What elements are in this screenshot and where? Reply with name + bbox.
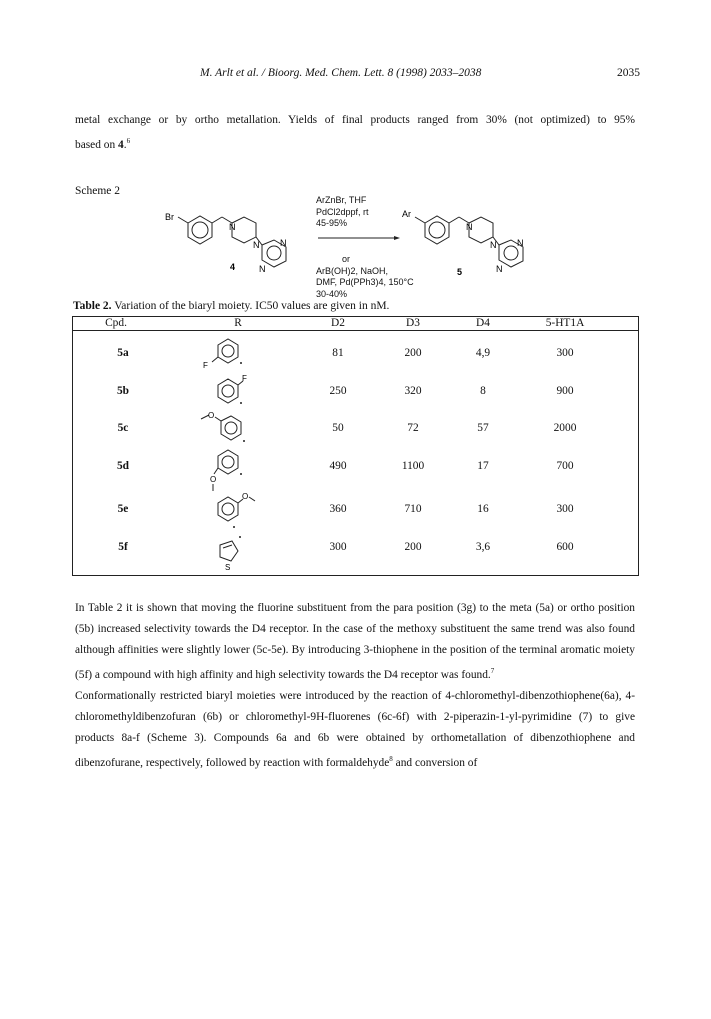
paragraph-2-end: and conversion of bbox=[392, 756, 478, 769]
n-label: N bbox=[490, 240, 497, 250]
intro-line-2 bbox=[75, 131, 635, 156]
substituent-structure-icon bbox=[198, 531, 258, 575]
d2-cell: 81 bbox=[332, 347, 344, 359]
5ht1a-cell: 2000 bbox=[553, 422, 577, 434]
d2-cell: 50 bbox=[332, 422, 344, 434]
d3-cell: 72 bbox=[407, 422, 419, 434]
reference-superscript: 6 bbox=[126, 137, 131, 145]
table-caption-label: Table 2. bbox=[73, 300, 112, 312]
substituent-structure-icon bbox=[193, 409, 258, 449]
reagent-line: PdCl2dppf, rt bbox=[316, 206, 369, 217]
reagent-or: or bbox=[342, 254, 351, 264]
n-label: N bbox=[496, 264, 503, 274]
5ht1a-cell: 900 bbox=[556, 385, 574, 397]
col-header-5ht1a: 5-HT1A bbox=[545, 317, 585, 329]
bromine-label: Br bbox=[165, 212, 174, 222]
d2-cell: 490 bbox=[329, 460, 347, 472]
d4-cell: 16 bbox=[477, 503, 489, 515]
journal-citation: M. Arlt et al. / Bioorg. Med. Chem. Lett. 8 (1998) 2033–2038 bbox=[200, 67, 482, 79]
d3-cell: 200 bbox=[404, 347, 422, 359]
reagent-line: ArB(OH)2, NaOH, bbox=[316, 265, 389, 276]
col-header-d2: D2 bbox=[331, 317, 345, 329]
d2-cell: 250 bbox=[329, 385, 347, 397]
intro-line-1: metal exchange or by ortho metallation. Yields of final products ranged from 30% (not optimized) to 95% bbox=[75, 114, 635, 126]
cpd-cell: 5d bbox=[116, 460, 130, 472]
arrow-head-icon bbox=[394, 236, 400, 240]
substituent-structure-icon bbox=[198, 448, 258, 493]
n-label: N bbox=[259, 264, 266, 274]
scheme-label: Scheme 2 bbox=[75, 185, 121, 197]
page-number: 2035 bbox=[617, 67, 640, 79]
n-label: N bbox=[280, 238, 287, 248]
d2-cell: 300 bbox=[329, 541, 347, 553]
paragraph-2-text: Conformationally restricted biaryl moieties were introduced by the reaction of 4-chloromethyl-dibenzothiophene(6a), 4-chloromethyldibenzofuran (6b) or chloromethyl-9H-fluorenes (6c-6f) with 2-piperazin-1-yl-pyrimidine (7) to give products 8a-f (Scheme 3). Compounds 6a and 6b were obtained by orthometallation of dibenzothiophene and dibenzofurane, respectively, followed by reaction with formaldehyde bbox=[75, 689, 635, 769]
substituent-atom-label: O bbox=[242, 492, 249, 501]
reagents-bottom bbox=[316, 254, 414, 300]
n-label: N bbox=[466, 222, 473, 232]
d4-cell: 3,6 bbox=[475, 541, 491, 553]
d3-cell: 200 bbox=[404, 541, 422, 553]
cpd-cell: 5c bbox=[117, 422, 129, 434]
col-header-d3: D3 bbox=[406, 317, 420, 329]
substituent-atom-label: F bbox=[242, 374, 247, 383]
5ht1a-cell: 600 bbox=[556, 541, 574, 553]
d3-cell: 710 bbox=[404, 503, 422, 515]
reference-superscript: 7 bbox=[490, 667, 495, 675]
substituent-atom-label: S bbox=[225, 563, 231, 572]
paragraph-2 bbox=[75, 686, 635, 774]
substituent-structure-icon bbox=[198, 373, 258, 413]
cpd-cell: 5f bbox=[118, 541, 128, 553]
reagent-line: 45-95% bbox=[316, 218, 348, 228]
5ht1a-cell: 700 bbox=[556, 460, 574, 472]
d4-cell: 17 bbox=[477, 460, 489, 472]
reference-superscript: 8 bbox=[389, 754, 393, 763]
d3-cell: 1100 bbox=[401, 460, 425, 472]
col-header-r: R bbox=[234, 317, 242, 329]
d3-cell: 320 bbox=[404, 385, 422, 397]
reagent-line: DMF, Pd(PPh3)4, 150°C bbox=[316, 277, 414, 287]
paragraph-1 bbox=[75, 598, 635, 686]
n-label: N bbox=[229, 222, 236, 232]
5ht1a-cell: 300 bbox=[556, 503, 574, 515]
d4-cell: 57 bbox=[477, 422, 489, 434]
substituent-structure-icon bbox=[198, 491, 263, 533]
paragraph-1-text: In Table 2 it is shown that moving the fluorine substituent from the para position (3g) to the meta (5a) or ortho position (5b) increased selectivity towards the D4 receptor. In the case of the methoxy substituent the same trend was also found although affinities were slightly lower (5c-5e). By introducing 3-thiophene in the position of the terminal aromatic moiety (5f) a compound with high affinity and high selectivity towards the D4 receptor was found. bbox=[75, 602, 635, 681]
cpd-cell: 5a bbox=[117, 347, 129, 359]
d2-cell: 360 bbox=[329, 503, 347, 515]
table-caption bbox=[73, 300, 389, 312]
header-rule bbox=[73, 330, 638, 331]
n-label: N bbox=[517, 238, 524, 248]
cpd-cell: 5b bbox=[116, 385, 130, 397]
cpd-cell: 5e bbox=[117, 503, 129, 515]
data-table bbox=[72, 316, 639, 576]
substituent-structure-icon bbox=[198, 335, 258, 375]
reagent-line: 30-40% bbox=[316, 288, 348, 299]
substituent-atom-label: O bbox=[210, 475, 217, 484]
aryl-label: Ar bbox=[402, 209, 411, 219]
compound-number-5: 5 bbox=[457, 267, 463, 277]
substituent-atom-label: O bbox=[208, 411, 215, 420]
table-caption-text: Variation of the biaryl moiety. IC50 values are given in nM. bbox=[111, 300, 390, 312]
5ht1a-cell: 300 bbox=[556, 347, 574, 359]
substituent-atom-label: F bbox=[203, 361, 208, 370]
n-label: N bbox=[253, 240, 260, 250]
compound-ref: 4 bbox=[118, 138, 124, 151]
d4-cell: 8 bbox=[480, 385, 486, 397]
col-header-cpd: Cpd. bbox=[105, 317, 127, 329]
reagents-top bbox=[316, 195, 369, 230]
intro-paragraph bbox=[75, 110, 635, 156]
body-text bbox=[75, 598, 635, 774]
col-header-d4: D4 bbox=[476, 317, 490, 329]
intro-text-end: . bbox=[123, 138, 127, 151]
compound-number-4: 4 bbox=[230, 262, 236, 272]
reagent-line: ArZnBr, THF bbox=[316, 195, 367, 205]
intro-text: based on bbox=[75, 138, 119, 151]
d4-cell: 4,9 bbox=[475, 347, 491, 359]
